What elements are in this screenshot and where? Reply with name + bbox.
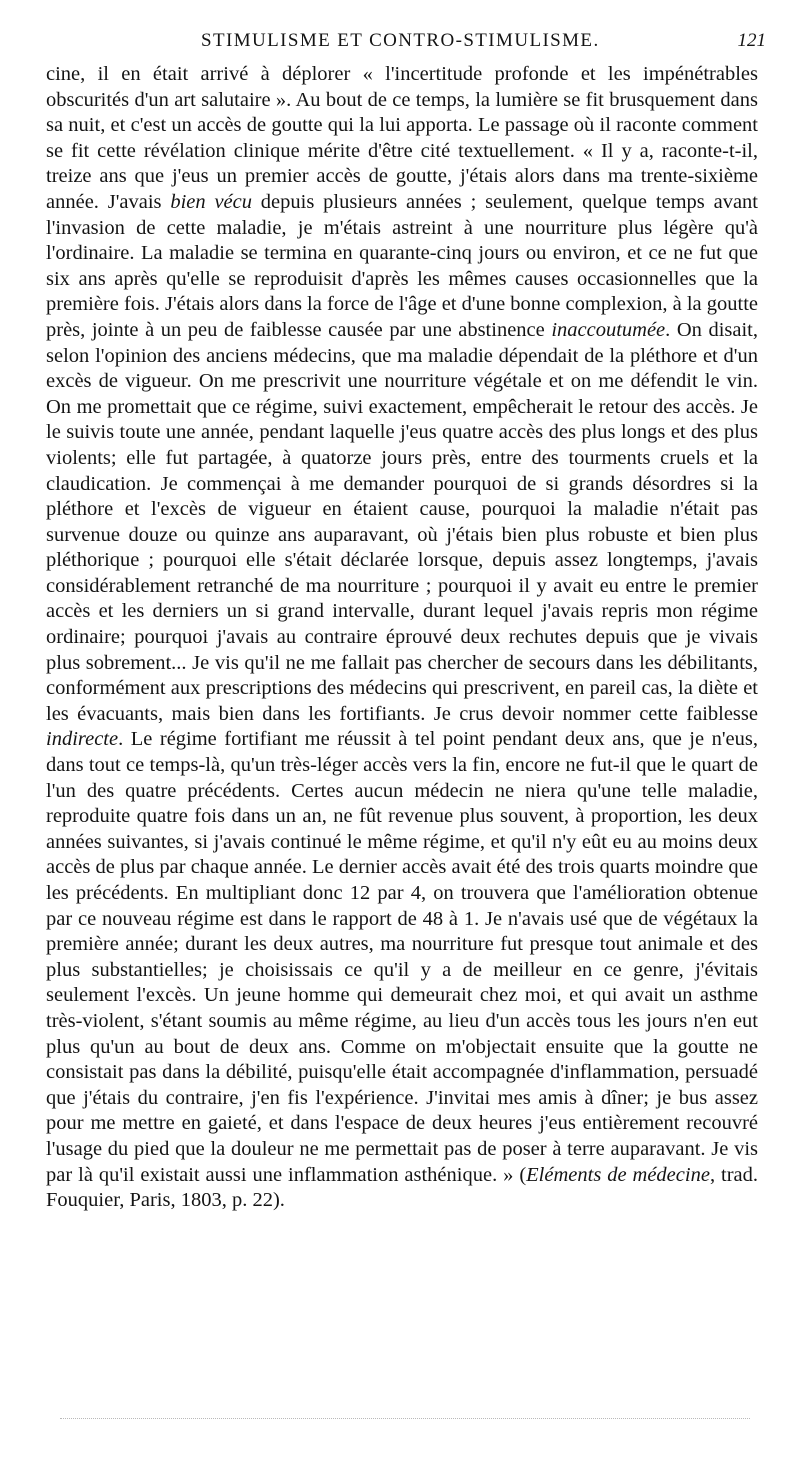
running-title: STIMULISME ET CONTRO-STIMULISME. [201,30,600,51]
text-run: . Le régime fortifiant me réussit à tel point pendant deux ans, que je n'eus, dans tout ce temps-là, qu'un très-léger accès vers la fin, encore ne fut-il que le quart de l'un des quatre précédents. Certes aucun médecin ne niera qu'une telle maladie, reproduite quatre fois dans un an, ne fût revenue plus souvent, à proportion, les deux années suivantes, si j'avais continué le même régime, et qu'il n'y eût eu au moins deux accès de plus par chaque année. Le dernier accès avait été des trois quarts moindre que les précédents. En multipliant donc 12 par 4, on trouvera que l'amélioration obtenue par ce nouveau régime est dans le rapport de 48 à 1. Je n'avais usé que de végétaux la première année; durant les deux autres, ma nourriture fut presque tout animale et des plus substantielles; je choisissais ce qu'il y a de meilleur en ce genre, j'évitais seulement l'excès. Un jeune homme qui demeurait chez moi, et qui avait un asthme très-violent, s'étant soumis au même régime, au lieu d'un accès tous les jours n'en eut plus qu'un au bout de deux ans. Comme on m'objectait ensuite que la goutte ne consistait pas dans la débilité, puisqu'elle était accompagnée d'inflammation, persuadé que j'étais du contraire, j'en fis l'expérience. J'invitai mes amis à dîner; je bus assez pour me mettre en gaieté, et dans l'espace de deux heures j'eus entièrement recouvré l'usage du pied que la douleur ne me permettait pas de poser à terre auparavant. Je vis par là qu'il existait aussi une inflammation asthénique. » ( [46,728,758,1186]
text-run: . On disait, selon l'opinion des anciens médecins, que ma maladie dépendait de la pléthore et d'un excès de vigueur. On me prescrivit une nourriture végétale et on me défendit le vin. On me promettait que ce régime, suivi exactement, empêcherait le retour des accès. Je le suivis toute une année, pendant laquelle j'eus quatre accès des plus longs et des plus violents; elle fut partagée, à quatorze jours près, entre des tourments cruels et la claudication. Je commençai à me demander pourquoi de si grands désordres si la pléthore et l'excès de vigueur en étaient cause, pourquoi la maladie n'était pas survenue douze ou quinze ans auparavant, où j'étais bien plus robuste et bien plus pléthorique ; pourquoi elle s'était déclarée lorsque, depuis assez longtemps, j'avais considérablement retranché de ma nourriture ; pourquoi il y avait eu entre le premier accès et les derniers un si grand intervalle, durant lequel j'avais repris mon régime ordinaire; pourquoi j'avais au contraire éprouvé deux rechutes depuis que je vivais plus sobrement... Je vis qu'il ne me fallait pas chercher de secours dans les débilitants, conformément aux prescriptions des médecins qui prescrivent, en pareil cas, la diète et les évacuants, mais bien dans les fortifiants. Je crus devoir nommer cette faiblesse [46,318,758,725]
running-head [46,30,766,56]
italic-run: inaccoutumée [551,318,666,341]
text-run: depuis plusieurs années ; seulement, quelque temps avant l'invasion de cette maladie, je m'étais astreint à une nourriture plus légère qu'à l'ordinaire. La maladie se termina en quarante-cinq jours ou environ, et ce ne fut que six ans après qu'elle se reproduisit d'après les mêmes causes occasionnelles que la première fois. J'étais alors dans la force de l'âge et d'une bonne complexion, à la goutte près, jointe à un peu de faiblesse causée par une abstinence [46,190,758,341]
italic-run: Eléments de médecine [526,1163,710,1186]
body-text [46,62,758,1214]
text-run: , trad. Fouquier, Paris, 1803, p. 22). [46,1163,758,1212]
footer-rule [60,1418,750,1419]
italic-run: bien vécu [170,190,252,213]
italic-run: indirecte [46,728,119,751]
paragraph [46,62,758,1214]
page-number: 121 [737,30,766,51]
text-run: cine, il en était arrivé à déplorer « l'incertitude profonde et les impénétrables obscurités d'un art salutaire ». Au bout de ce temps, la lumière se fit brusquement dans sa nuit, et c'est un accès de goutte qui la lui apporta. Le passage où il raconte comment se fit cette révélation clinique mérite d'être cité textuellement. « Il y a, raconte-t-il, treize ans que j'eus un premier accès de goutte, j'étais alors dans ma trente-sixième année. J'avais [46,63,758,213]
